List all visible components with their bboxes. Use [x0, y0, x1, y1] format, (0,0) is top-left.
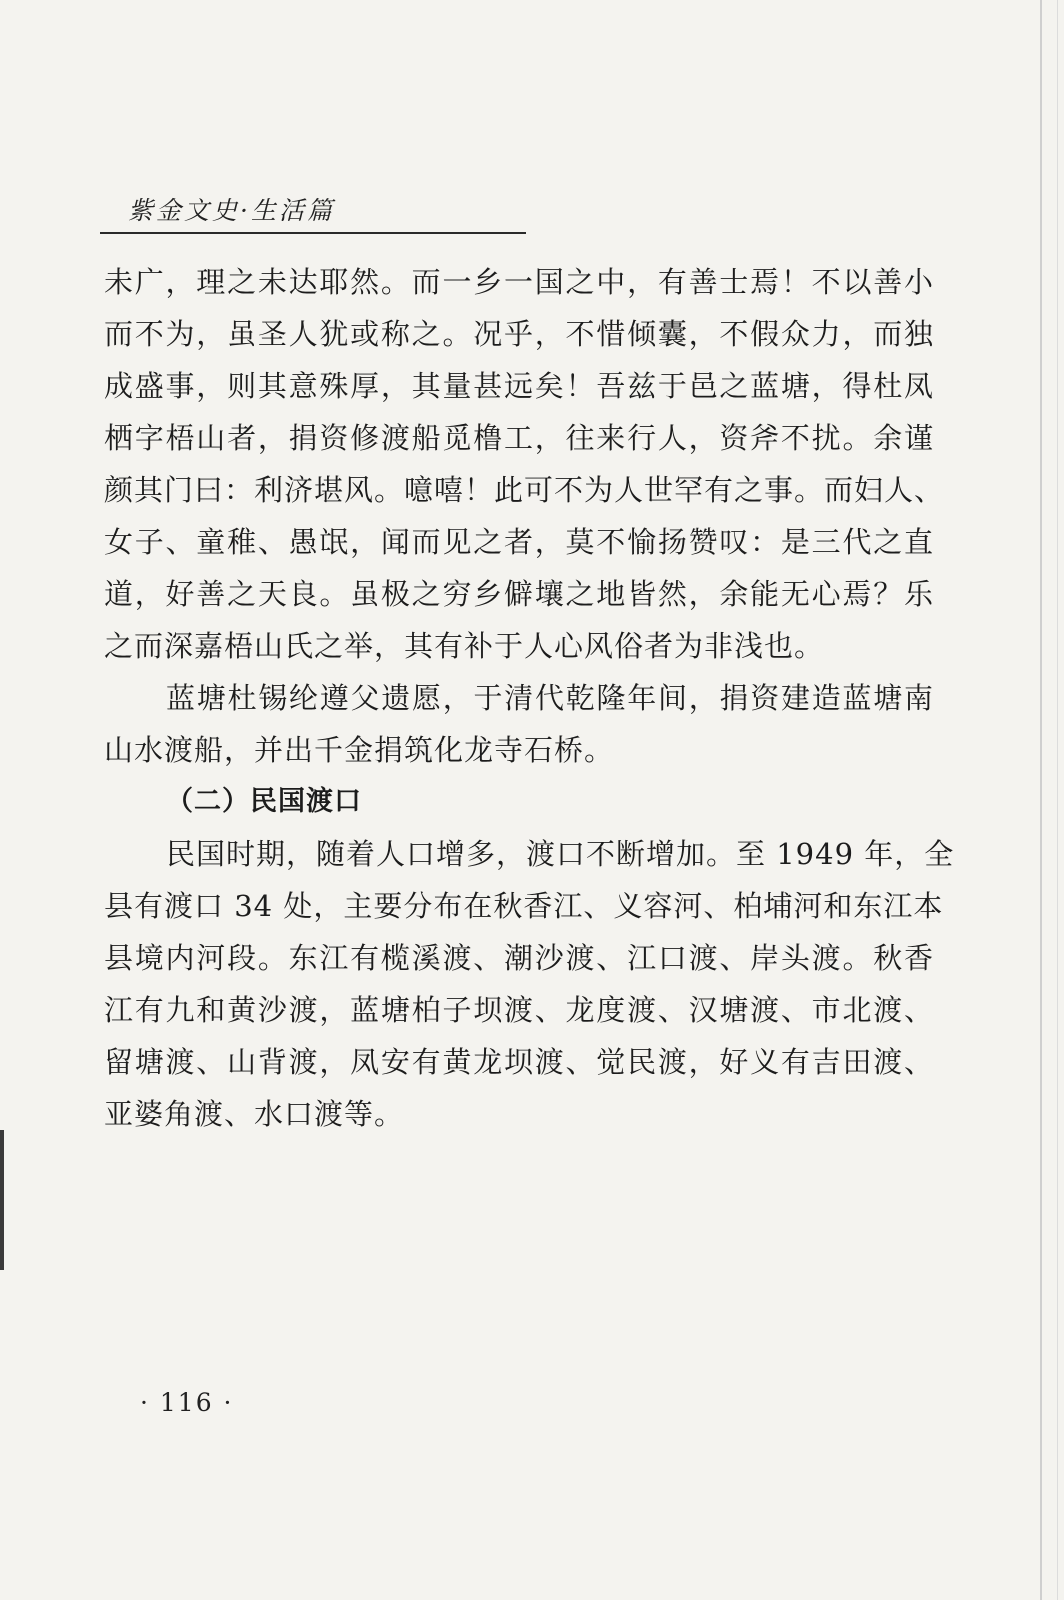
text-line: 未广，理之未达耶然。而一乡一国之中，有善士焉！不以善小: [104, 265, 934, 299]
text-line: 江有九和黄沙渡，蓝塘柏子坝渡、龙度渡、汉塘渡、市北渡、: [104, 993, 934, 1027]
text-line: 留塘渡、山背渡，凤安有黄龙坝渡、觉民渡，好义有吉田渡、: [104, 1045, 934, 1079]
body-text: [104, 256, 955, 1140]
running-header: 紫金文史·生活篇: [128, 196, 335, 225]
text-line: 女子、童稚、愚氓，闻而见之者，莫不愉扬赞叹：是三代之直: [104, 525, 934, 559]
text-line: 之而深嘉梧山氏之举，其有补于人心风俗者为非浅也。: [104, 629, 825, 663]
text-line: 民国时期，随着人口增多，渡口不断增加。至 1949 年，全: [166, 837, 955, 871]
paragraph-2: [104, 672, 934, 776]
text-line: 颜其门曰：利济堪风。噫嘻！此可不为人世罕有之事。而妇人、: [104, 473, 945, 507]
text-line: 道，好善之天良。虽极之穷乡僻壤之地皆然，余能无心焉？乐: [104, 577, 934, 611]
text-line: 栖字梧山者，捐资修渡船觅橹工，往来行人，资斧不扰。余谨: [104, 421, 934, 455]
text-line: 山水渡船，并出千金捐筑化龙寺石桥。: [104, 733, 615, 767]
page-edge: [1040, 0, 1042, 1600]
header-rule: [100, 232, 526, 234]
text-line: 县有渡口 34 处，主要分布在秋香江、义容河、柏埔河和东江本: [104, 889, 944, 923]
paragraph-3: [104, 828, 955, 1140]
paragraph-1: [104, 256, 945, 672]
text-line: 成盛事，则其意殊厚，其量甚远矣！吾兹于邑之蓝塘，得杜凤: [104, 369, 934, 403]
text-line: 亚婆角渡、水口渡等。: [104, 1097, 405, 1131]
page-number: · 116 ·: [140, 1388, 234, 1417]
binding-shadow: [0, 1130, 4, 1270]
text-line: 而不为，虽圣人犹或称之。况乎，不惜倾囊，不假众力，而独: [104, 317, 934, 351]
text-line: 县境内河段。东江有榄溪渡、潮沙渡、江口渡、岸头渡。秋香: [104, 941, 934, 975]
page-edge: [1057, 0, 1058, 1600]
text-line: 蓝塘杜锡纶遵父遗愿，于清代乾隆年间，捐资建造蓝塘南: [166, 681, 934, 715]
section-heading: （二）民国渡口: [166, 786, 362, 817]
